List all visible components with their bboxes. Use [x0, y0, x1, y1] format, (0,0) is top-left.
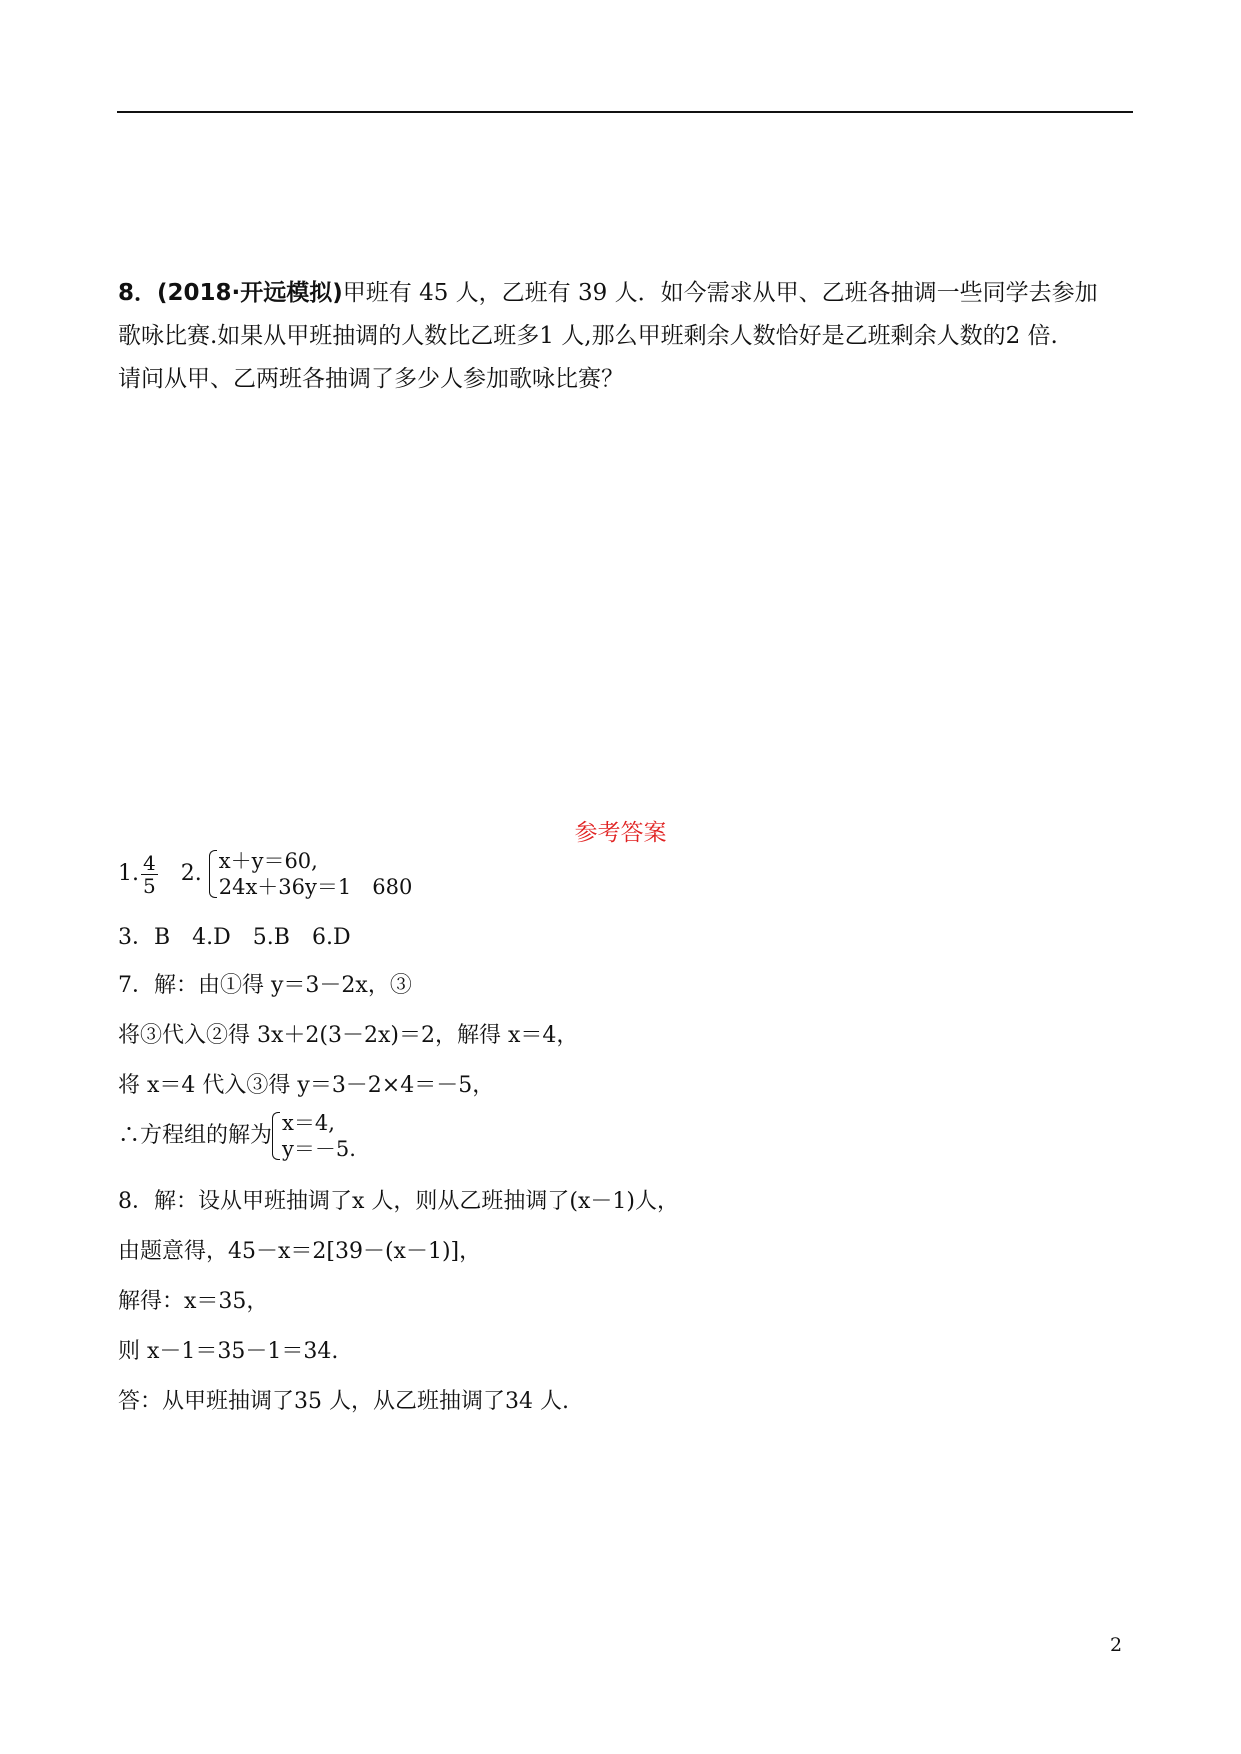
answer-2-prefix: 2. [180, 861, 202, 886]
solution-prefix: ∴方程组的解为 [118, 1123, 273, 1148]
answer-2-system [209, 848, 413, 900]
system-row-2: 24x＋36y＝1 680 [218, 875, 413, 899]
question-8 [118, 272, 1138, 401]
header-rule [117, 111, 1133, 113]
system-row-2: y＝－5. [282, 1137, 356, 1161]
question-8-line-2: 歌咏比赛.如果从甲班抽调的人数比乙班多1 人,那么甲班剩余人数恰好是乙班剩余人数的2 倍. [118, 323, 1058, 349]
question-text-1: 甲班有 45 人，乙班有 39 人．如今需求从甲、乙班各抽调一些同学去参加 [342, 280, 1098, 306]
left-brace-icon [209, 850, 217, 898]
question-8-line-1 [118, 272, 1138, 315]
left-brace-icon [272, 1112, 280, 1160]
page-number: 2 [1110, 1634, 1123, 1656]
answer-7-system [272, 1110, 356, 1162]
fraction-numerator: 4 [143, 850, 156, 875]
answer-7-line-4 [118, 1110, 356, 1162]
question-number: 8． [118, 280, 158, 306]
answer-7-line-2: 将③代入②得 3x＋2(3－2x)＝2，解得 x＝4， [118, 1023, 579, 1048]
answer-7-line-1: 7．解：由①得 y＝3－2x，③ [118, 973, 412, 998]
answer-8-line-4: 则 x－1＝35－1＝34. [118, 1339, 339, 1364]
question-source: (2018·开远模拟) [157, 280, 343, 306]
system-row-1: x＝4, [282, 1111, 335, 1135]
answer-8-line-1: 8．解：设从甲班抽调了x 人，则从乙班抽调了(x－1)人， [118, 1189, 679, 1214]
answer-1-fraction [141, 852, 158, 897]
answer-7-line-3: 将 x＝4 代入③得 y＝3－2×4＝－5， [118, 1073, 495, 1098]
fraction-denominator: 5 [143, 873, 156, 898]
answer-8-line-2: 由题意得，45－x＝2[39－(x－1)]， [118, 1239, 482, 1264]
answer-1-2 [118, 848, 412, 900]
answers-3-6: 3．B 4.D 5.B 6.D [118, 925, 351, 950]
answer-8-line-3: 解得：x＝35， [118, 1289, 269, 1314]
answer-key-title: 参考答案 [574, 820, 667, 846]
answer-8-line-5: 答：从甲班抽调了35 人，从乙班抽调了34 人. [118, 1389, 569, 1414]
answer-1-prefix: 1. [118, 861, 139, 886]
question-8-line-3: 请问从甲、乙两班各抽调了多少人参加歌咏比赛？ [118, 366, 624, 392]
system-row-1: x＋y＝60, [218, 849, 318, 873]
